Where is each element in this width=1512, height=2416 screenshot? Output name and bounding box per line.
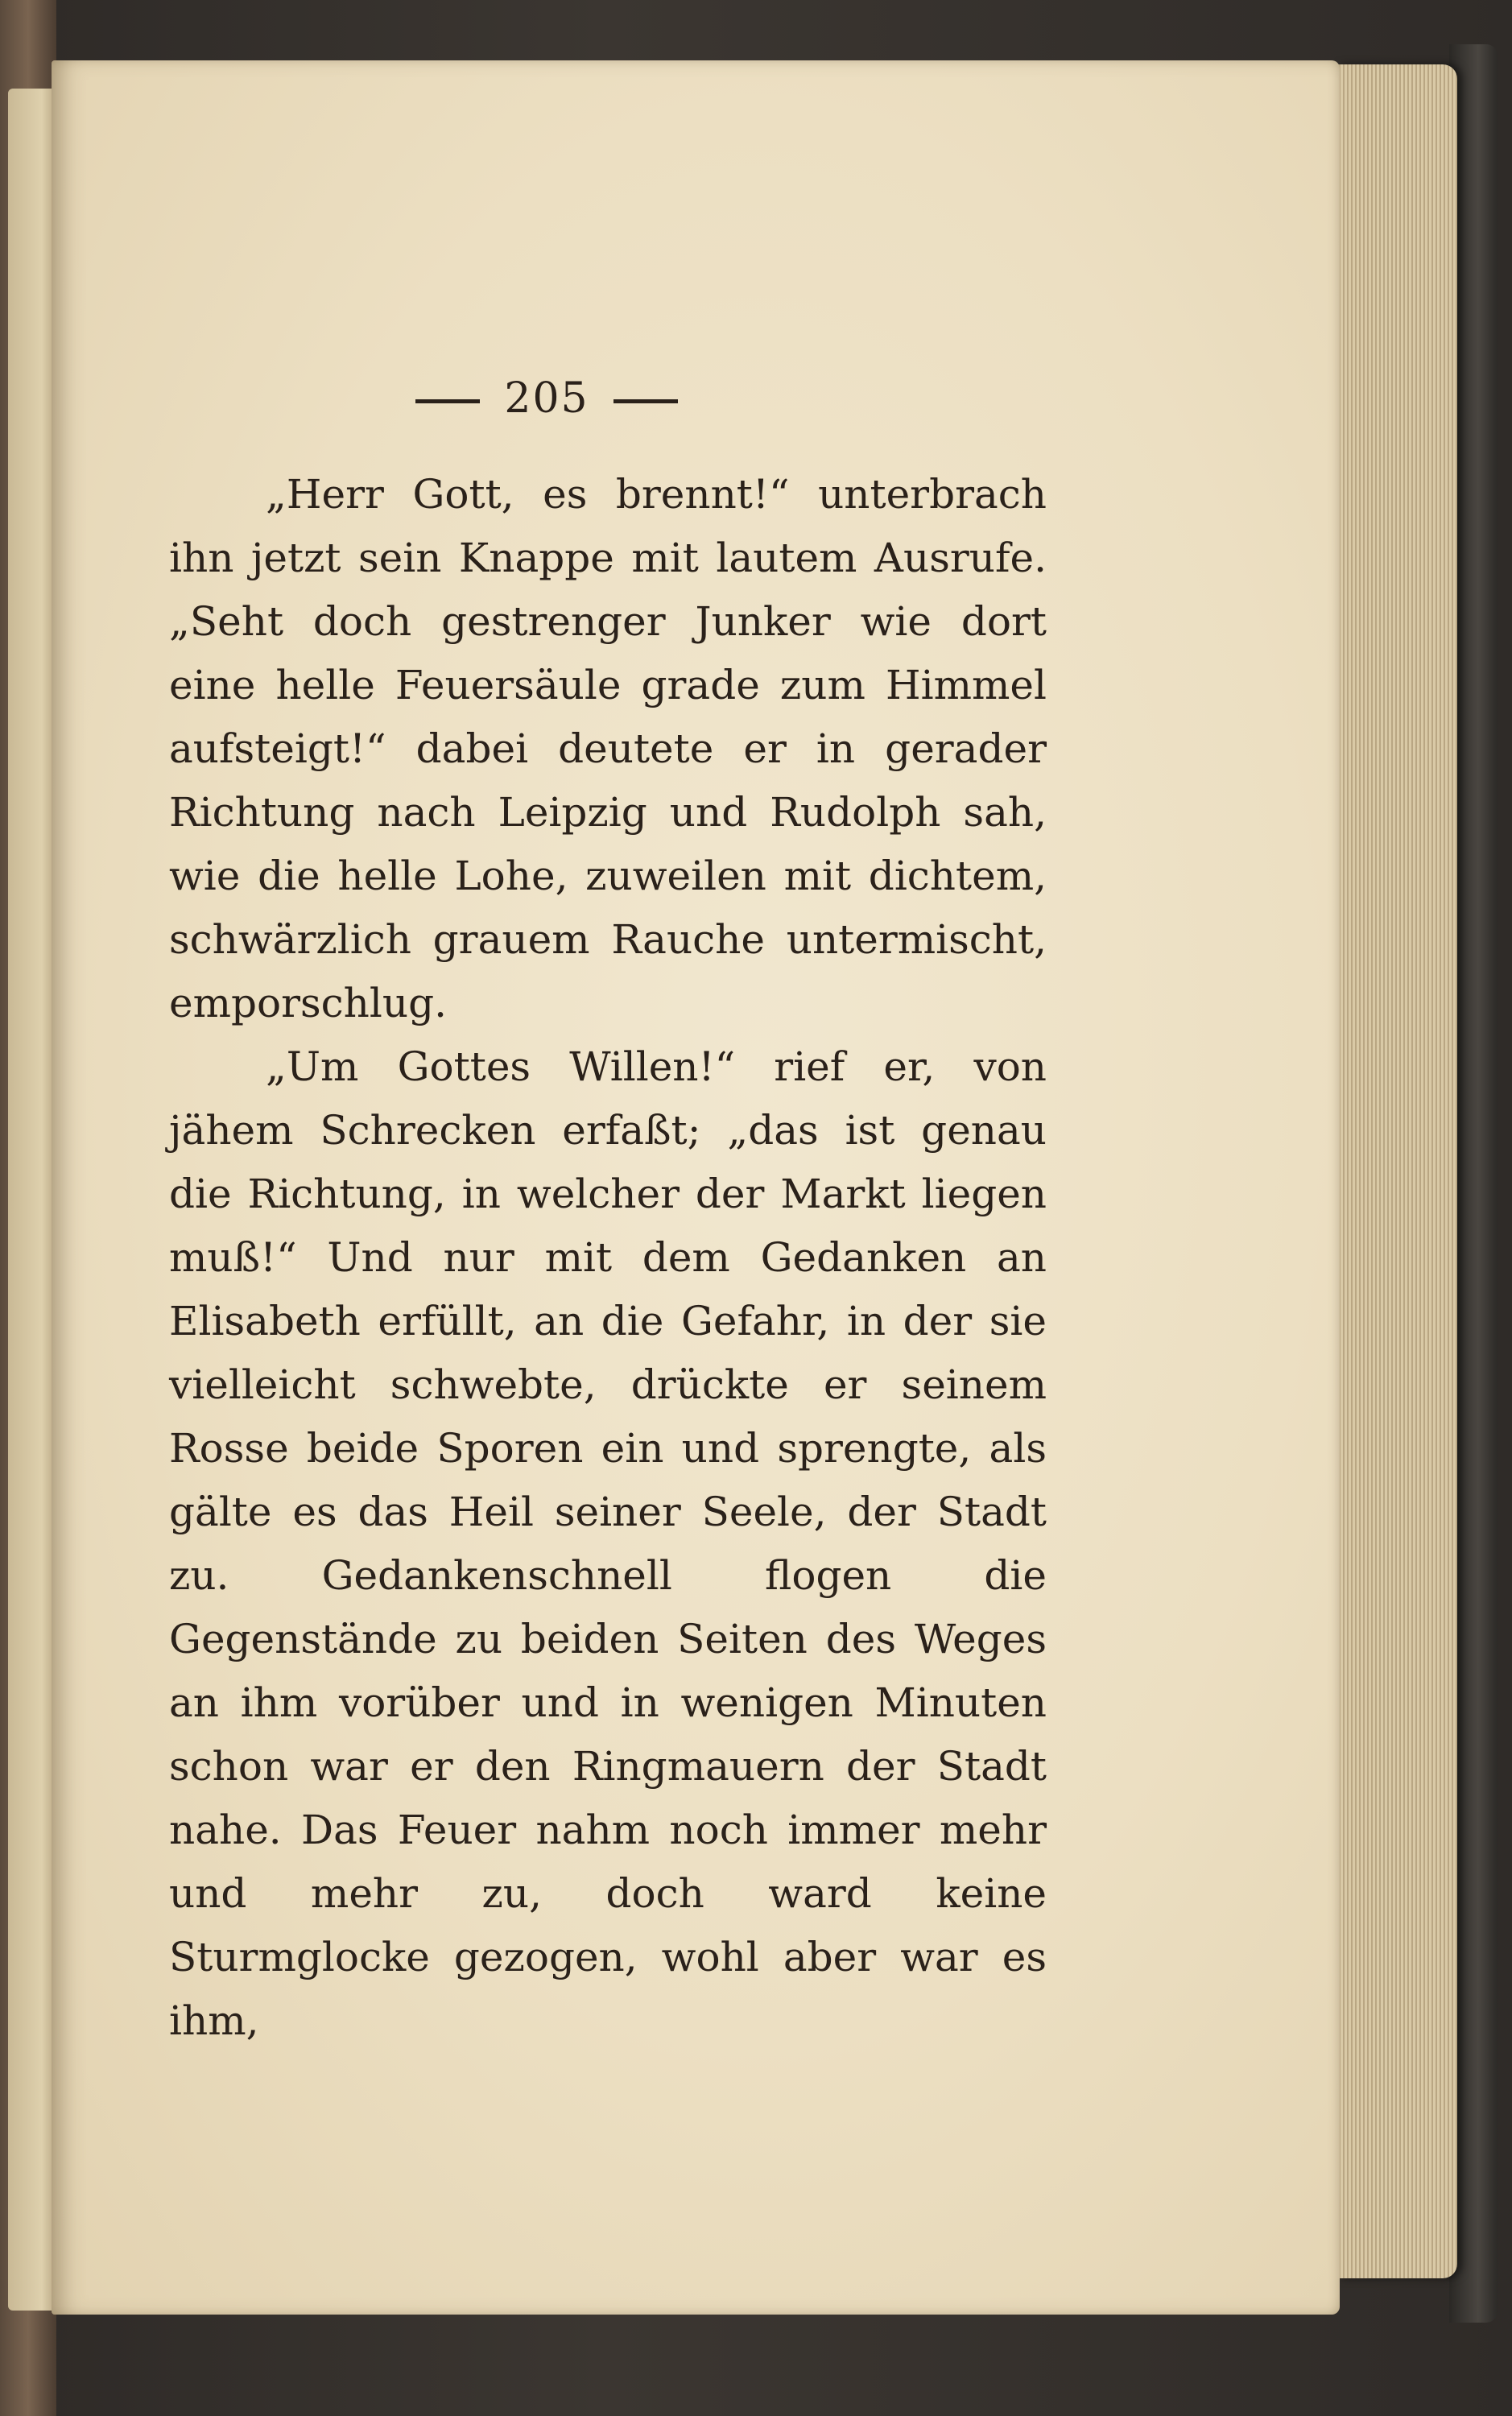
page-block-edges	[1336, 64, 1457, 2278]
page-text	[169, 463, 1047, 2053]
left-page-edge	[8, 89, 56, 2311]
header-dash-right	[613, 399, 678, 403]
page-number: 205	[504, 374, 589, 423]
paragraph-1: „Herr Gott, es brennt!“ unterbrach ihn jetzt sein Knappe mit lautem Ausrufe. „Seht doch gestrenger Junker wie dort eine helle Feuersäule grade zum Himmel aufsteigt!“ dabei deutete er in gerader Richtung nach Leipzig und Rudolph sah, wie die helle Lohe, zuweilen mit dichtem, schwärzlich grauem Rauche untermischt, emporschlug.	[169, 471, 1047, 1026]
page-header	[52, 374, 1042, 423]
header-dash-left	[415, 399, 480, 403]
paragraph-2: „Um Gottes Willen!“ rief er, von jähem Schrecken erfaßt; „das ist genau die Richtung, in welcher der Markt liegen muß!“ Und nur mit dem Gedanken an Elisabeth erfüllt, an die Gefahr, in der sie vielleicht schwebte, drückte er seinem Rosse beide Sporen ein und sprengte, als gälte es das Heil seiner Seele, der Stadt zu. Gedankenschnell flogen die Gegenstände zu beiden Seiten des Weges an ihm vorüber und in wenigen Minuten schon war er den Ringmauern der Stadt nahe. Das Feuer nahm noch immer mehr und mehr zu, doch ward keine Sturmglocke gezogen, wohl aber war es ihm,	[169, 1043, 1047, 2044]
